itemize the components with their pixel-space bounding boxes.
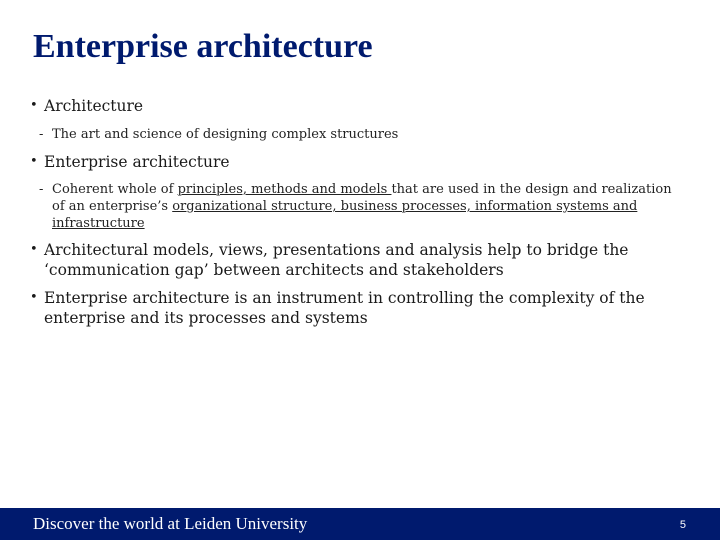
sub-bullet-enterprise-architecture-definition xyxy=(30,181,680,232)
slide-title: Enterprise architecture xyxy=(33,28,373,65)
footer-tagline: Discover the world at Leiden University xyxy=(33,514,308,533)
sub-bullet-architecture-definition xyxy=(30,126,680,143)
footer-bar xyxy=(0,508,720,540)
ea-definition-underlined-1: principles, methods and models xyxy=(177,182,392,197)
ea-definition-underlined-2: organizational structure, business processes, information systems and infrastructure xyxy=(52,199,638,231)
bullet-architecture: • Architecture xyxy=(30,96,680,116)
page-number: 5 xyxy=(679,519,686,531)
bullet-ea-instrument: • Enterprise architecture is an instrument in controlling the complexity of the enterprise and its processes and systems xyxy=(30,288,680,328)
ea-definition-part-1: Coherent whole of xyxy=(52,182,178,197)
slide-content xyxy=(30,96,680,328)
dash-marker: - xyxy=(39,182,44,197)
ea-definition-part-2: that are used in the design and realization of an enterprise’s xyxy=(52,182,672,214)
architecture-definition-text: The art and science of designing complex structures xyxy=(52,127,399,142)
dash-marker: - xyxy=(39,127,44,142)
bullet-architectural-models: • Architectural models, views, presentations and analysis help to bridge the ‘communication gap’ between architects and stakeholders xyxy=(30,240,680,280)
bullet-enterprise-architecture: • Enterprise architecture xyxy=(30,152,680,172)
